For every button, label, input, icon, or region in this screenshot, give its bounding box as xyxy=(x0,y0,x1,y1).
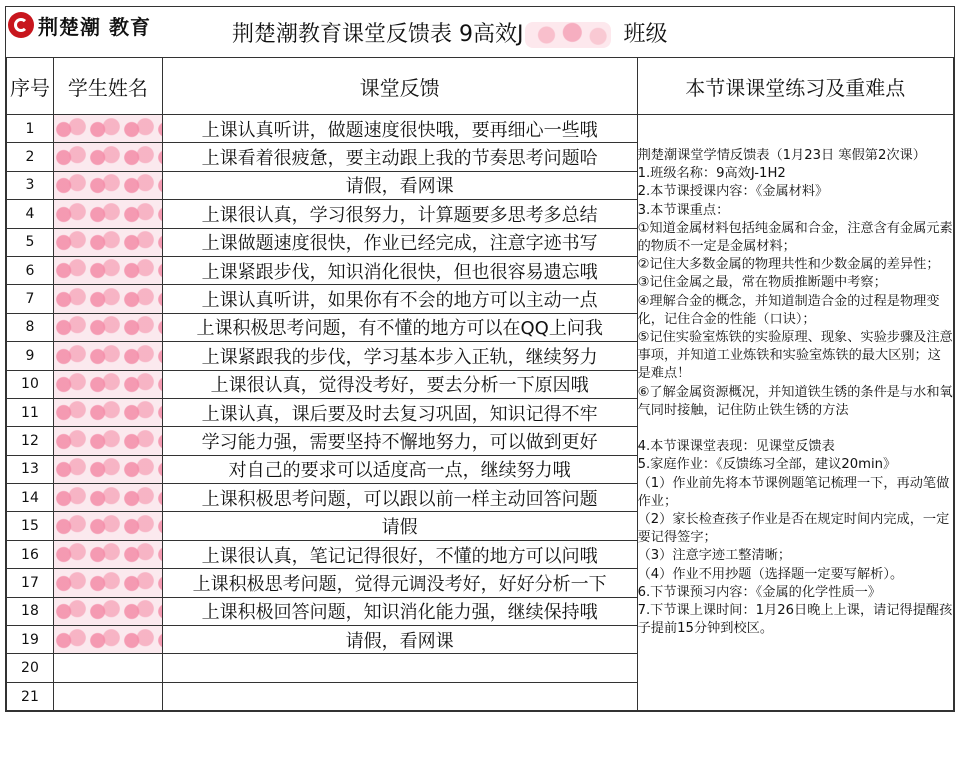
brand-logo-icon xyxy=(8,12,34,38)
notes-line: ②记住大多数金属的物理共性和少数金属的差异性； xyxy=(637,257,940,273)
title-suffix: 班级 xyxy=(623,22,668,47)
feedback-text: 上课紧跟步伐，知识消化很快，但也很容易遗忘哦 xyxy=(162,256,637,284)
notes-line xyxy=(638,420,953,438)
notes-line: ⑤记住实验室炼铁的实验原理、现象、实验步骤及注意事项，并知道工业炼铁和实验室炼铁的最大区别；这是难点！ xyxy=(637,330,953,382)
student-name-redacted xyxy=(53,171,162,199)
row-number: 4 xyxy=(7,200,54,228)
notes-line: 4.本节课课堂表现：见课堂反馈表 xyxy=(637,439,835,455)
student-name-redacted xyxy=(53,682,162,710)
feedback-text: 上课积极思考问题，有不懂的地方可以在QQ上问我 xyxy=(162,313,637,341)
notes-line: 5.家庭作业：《反馈练习全部，建议20min》 xyxy=(637,457,897,473)
feedback-text: 上课很认真，觉得没考好，要去分析一下原因哦 xyxy=(162,370,637,398)
notes-line: 2.本节课授课内容：《金属材料》 xyxy=(637,184,829,200)
student-name-redacted xyxy=(53,626,162,654)
col-header-feedback: 课堂反馈 xyxy=(162,58,637,115)
row-number: 14 xyxy=(7,484,54,512)
feedback-text: 学习能力强，需要坚持不懈地努力，可以做到更好 xyxy=(162,427,637,455)
student-name-redacted xyxy=(53,342,162,370)
notes-line: ③记住金属之最，常在物质推断题中考察； xyxy=(637,275,887,291)
title-prefix: 荆楚潮教育课堂反馈表 9高效J xyxy=(232,22,524,47)
notes-line: （4）作业不用抄题（选择题一定要写解析）。 xyxy=(637,566,904,582)
row-number: 21 xyxy=(7,682,54,710)
notes-line: 1.班级名称：9高效J-1H2 xyxy=(637,166,786,182)
redacted-class-code xyxy=(525,22,611,48)
notes-line: （1）作业前先将本节课例题笔记梳理一下，再动笔做作业； xyxy=(637,475,950,509)
brand-logo xyxy=(8,8,151,42)
row-number: 11 xyxy=(7,398,54,426)
notes-line: ⑥了解金属资源概况，并知道铁生锈的条件是与水和氧气同时接触，记住防止铁生锈的方法 xyxy=(637,384,953,418)
student-name-redacted xyxy=(53,200,162,228)
row-number: 10 xyxy=(7,370,54,398)
row-number: 8 xyxy=(7,313,54,341)
table-row xyxy=(7,115,954,143)
feedback-text: 上课认真，课后要及时去复习巩固，知识记得不牢 xyxy=(162,398,637,426)
row-number: 20 xyxy=(7,654,54,682)
brand-name: 荆楚潮 教育 xyxy=(38,14,151,39)
student-name-redacted xyxy=(53,484,162,512)
student-name-redacted xyxy=(53,569,162,597)
feedback-text: 请假 xyxy=(162,512,637,540)
feedback-text: 上课认真听讲，做题速度很快哦，要再细心一些哦 xyxy=(162,115,637,143)
student-name-redacted xyxy=(53,455,162,483)
student-name-redacted xyxy=(53,512,162,540)
notes-line: 荆楚潮课堂学情反馈表（1月23日 寒假第2次课） xyxy=(637,148,926,163)
row-number: 6 xyxy=(7,256,54,284)
row-number: 15 xyxy=(7,512,54,540)
sheet-header xyxy=(6,7,954,57)
student-name-redacted xyxy=(53,228,162,256)
feedback-text: 请假，看网课 xyxy=(162,626,637,654)
feedback-text: 对自己的要求可以适度高一点，继续努力哦 xyxy=(162,455,637,483)
student-name-redacted xyxy=(53,427,162,455)
notes-line: 7.下节课上课时间：1月26日晚上上课，请记得提醒孩子提前15分钟到校区。 xyxy=(637,603,953,637)
notes-line: 6.下节课预习内容：《金属的化学性质一》 xyxy=(637,584,881,600)
feedback-text: 上课积极思考问题，可以跟以前一样主动回答问题 xyxy=(162,484,637,512)
row-number: 9 xyxy=(7,342,54,370)
student-name-redacted xyxy=(53,313,162,341)
feedback-text: 上课紧跟我的步伐，学习基本步入正轨，继续努力 xyxy=(162,342,637,370)
feedback-text: 上课很认真，学习很努力，计算题要多思考多总结 xyxy=(162,200,637,228)
feedback-text: 上课很认真，笔记记得很好，不懂的地方可以问哦 xyxy=(162,540,637,568)
feedback-text: 上课积极回答问题，知识消化能力强，继续保持哦 xyxy=(162,597,637,625)
col-header-name: 学生姓名 xyxy=(53,58,162,115)
row-number: 12 xyxy=(7,427,54,455)
lesson-notes xyxy=(637,115,953,711)
row-number: 5 xyxy=(7,228,54,256)
feedback-text xyxy=(162,654,637,682)
row-number: 2 xyxy=(7,143,54,171)
feedback-text: 上课积极思考问题，觉得元调没考好，好好分析一下 xyxy=(162,569,637,597)
feedback-text xyxy=(162,682,637,710)
student-name-redacted xyxy=(53,143,162,171)
notes-line: 3.本节课重点： xyxy=(637,202,730,218)
student-name-redacted xyxy=(53,597,162,625)
student-name-redacted xyxy=(53,540,162,568)
feedback-text: 请假，看网课 xyxy=(162,171,637,199)
sheet-title xyxy=(232,17,668,48)
row-number: 18 xyxy=(7,597,54,625)
row-number: 16 xyxy=(7,540,54,568)
feedback-text: 上课认真听讲，如果你有不会的地方可以主动一点 xyxy=(162,285,637,313)
notes-line: ④理解合金的概念，并知道制造合金的过程是物理变化，记住合金的性能（口诀）； xyxy=(637,293,940,327)
student-name-redacted xyxy=(53,370,162,398)
student-name-redacted xyxy=(53,654,162,682)
row-number: 17 xyxy=(7,569,54,597)
feedback-text: 上课做题速度很快，作业已经完成，注意字迹书写 xyxy=(162,228,637,256)
row-number: 3 xyxy=(7,171,54,199)
notes-line: ①知道金属材料包括纯金属和合金，注意含有金属元素的物质不一定是金属材料； xyxy=(637,220,953,255)
row-number: 19 xyxy=(7,626,54,654)
col-header-notes: 本节课课堂练习及重难点 xyxy=(637,58,953,115)
row-number: 13 xyxy=(7,455,54,483)
notes-line: （2）家长检查孩子作业是否在规定时间内完成，一定要记得签字； xyxy=(637,512,950,546)
student-name-redacted xyxy=(53,115,162,143)
table-header-row xyxy=(7,58,954,115)
student-name-redacted xyxy=(53,398,162,426)
notes-line: （3）注意字迹工整清晰； xyxy=(637,548,792,564)
col-header-no: 序号 xyxy=(7,58,54,115)
row-number: 7 xyxy=(7,285,54,313)
feedback-text: 上课看着很疲惫，要主动跟上我的节奏思考问题哈 xyxy=(162,143,637,171)
student-name-redacted xyxy=(53,285,162,313)
feedback-table xyxy=(6,57,954,711)
feedback-sheet xyxy=(5,6,955,712)
student-name-redacted xyxy=(53,256,162,284)
row-number: 1 xyxy=(7,115,54,143)
